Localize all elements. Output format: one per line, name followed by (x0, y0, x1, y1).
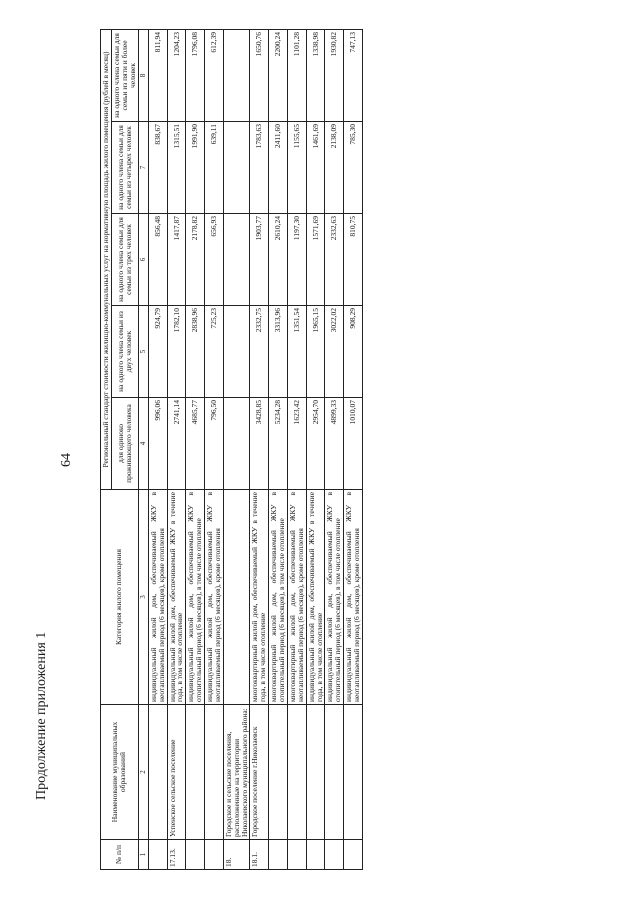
header-name: Наименование муниципальных образований (101, 705, 139, 840)
rotated-table-wrapper (100, 30, 620, 870)
table-row (223, 29, 250, 869)
value-per5: 1930,82 (325, 29, 344, 121)
column-number-row (138, 29, 148, 869)
header-per4: на одного члена семьи для семьи из четырех человек (111, 122, 138, 214)
table-row (269, 29, 288, 869)
appendix-title: Продолжение приложения 1 (34, 631, 49, 800)
value-single: 796,50 (205, 398, 224, 490)
column-number: 4 (138, 398, 148, 490)
value-single: 4685,77 (186, 398, 205, 490)
column-number: 7 (138, 122, 148, 214)
value-per3 (223, 214, 250, 306)
row-name (325, 705, 344, 840)
value-per2: 2838,96 (186, 306, 205, 398)
column-number: 3 (138, 490, 148, 705)
value-single: 1623,42 (287, 398, 306, 490)
row-category: индивидуальный жилой дом, обеспечиваемый ЖКУ в отопительный период (6 месяцев), в том числе отопление (325, 490, 344, 705)
row-num (344, 840, 363, 870)
row-category (223, 490, 250, 705)
table-row (344, 29, 363, 869)
value-per4: 639,11 (205, 122, 224, 214)
value-single: 4899,33 (325, 398, 344, 490)
value-single: 5234,28 (269, 398, 288, 490)
column-number: 1 (138, 840, 148, 870)
row-num: 18.1. (250, 840, 269, 870)
value-per4: 2411,60 (269, 122, 288, 214)
row-num (287, 840, 306, 870)
header-category: Категория жилого помещения (101, 490, 139, 705)
row-category: индивидуальный жилой дом, обеспечиваемый ЖКУ в отопительный период (6 месяцев), в том числе отопление (186, 490, 205, 705)
header-per5: на одного члена семьи для семьи из пяти и более человек (111, 29, 138, 121)
value-per4: 1991,90 (186, 122, 205, 214)
row-category: индивидуальный жилой дом, обеспечиваемый ЖКУ в течение года, в том числе отопление (306, 490, 325, 705)
row-name (148, 705, 167, 840)
value-single: 2741,14 (167, 398, 186, 490)
header-per2: на одного члена семьи из двух человек (111, 306, 138, 398)
header-single: для одиноко проживающего человека (111, 398, 138, 490)
row-category: индивидуальный жилой дом, обеспечиваемый ЖКУ в неотапливаемый период (6 месяцев), кроме отопления (344, 490, 363, 705)
row-name: Успенское сельское поселение (167, 705, 186, 840)
row-name (205, 705, 224, 840)
header-per3: на одного члена семьи для семьи из трех человек (111, 214, 138, 306)
row-num: 18. (223, 840, 250, 870)
value-per4: 2138,09 (325, 122, 344, 214)
table-row (148, 29, 167, 869)
value-per3: 810,75 (344, 214, 363, 306)
value-per3: 2332,63 (325, 214, 344, 306)
row-name (306, 705, 325, 840)
value-per3: 1903,77 (250, 214, 269, 306)
value-per3: 2610,24 (269, 214, 288, 306)
value-per2: 908,29 (344, 306, 363, 398)
row-num (148, 840, 167, 870)
value-per2: 1351,54 (287, 306, 306, 398)
value-per3: 856,48 (148, 214, 167, 306)
value-per5: 811,94 (148, 29, 167, 121)
header-standard: Региональный стандарт стоимости жилищно-коммунальных услуг на нормативную площадь жилого помещения (рублей в месяц) (101, 29, 112, 489)
column-number: 2 (138, 705, 148, 840)
column-number: 5 (138, 306, 148, 398)
value-per5: 2200,24 (269, 29, 288, 121)
value-per2: 725,23 (205, 306, 224, 398)
row-category: многоквартирный жилой дом, обеспечиваемый ЖКУ в отопительный период (6 месяцев), в том числе отопление (269, 490, 288, 705)
housing-cost-table (100, 29, 363, 870)
row-num (186, 840, 205, 870)
row-name (269, 705, 288, 840)
value-per3: 1197,30 (287, 214, 306, 306)
page-number: 64 (59, 453, 74, 467)
value-per4 (223, 122, 250, 214)
row-num (269, 840, 288, 870)
table-row (325, 29, 344, 869)
value-per2: 924,79 (148, 306, 167, 398)
table-row (287, 29, 306, 869)
row-num (306, 840, 325, 870)
value-per3: 1417,87 (167, 214, 186, 306)
value-per2 (223, 306, 250, 398)
value-per2: 3313,96 (269, 306, 288, 398)
value-per5 (223, 29, 250, 121)
value-single: 3428,85 (250, 398, 269, 490)
row-category: многоквартирный жилой дом, обеспечиваемый ЖКУ в течение года, в том числе отопление (250, 490, 269, 705)
table-row (250, 29, 269, 869)
row-num (205, 840, 224, 870)
row-category: индивидуальный жилой дом, обеспечиваемый ЖКУ в неотапливаемый период (6 месяцев), кроме отопления (205, 490, 224, 705)
value-single: 2954,70 (306, 398, 325, 490)
value-per4: 785,30 (344, 122, 363, 214)
value-per2: 2332,75 (250, 306, 269, 398)
value-per4: 1155,65 (287, 122, 306, 214)
value-per3: 656,93 (205, 214, 224, 306)
value-per5: 1338,98 (306, 29, 325, 121)
value-per5: 1101,28 (287, 29, 306, 121)
column-number: 6 (138, 214, 148, 306)
value-per5: 1796,08 (186, 29, 205, 121)
value-per4: 1783,63 (250, 122, 269, 214)
table-row (205, 29, 224, 869)
row-num (325, 840, 344, 870)
value-per4: 1461,69 (306, 122, 325, 214)
column-number: 8 (138, 29, 148, 121)
value-per2: 1965,15 (306, 306, 325, 398)
value-per4: 1315,51 (167, 122, 186, 214)
value-per4: 838,67 (148, 122, 167, 214)
row-name: Городское и сельские поселения, расположенные на территории Николаевского муниципального района: (223, 705, 250, 840)
table-row (167, 29, 186, 869)
row-num: 17.13. (167, 840, 186, 870)
value-per5: 612,39 (205, 29, 224, 121)
row-category: индивидуальный жилой дом, обеспечиваемый ЖКУ в течение года, в том числе отопление (167, 490, 186, 705)
header-num: № п/п (101, 840, 139, 870)
row-name (287, 705, 306, 840)
row-name: Городское поселение г.Николаевск (250, 705, 269, 840)
value-per2: 3022,02 (325, 306, 344, 398)
row-name (344, 705, 363, 840)
value-single: 1010,07 (344, 398, 363, 490)
value-single (223, 398, 250, 490)
row-category: многоквартирный жилой дом, обеспечиваемый ЖКУ в неотапливаемый период (6 месяцев), кроме отопления (287, 490, 306, 705)
value-per5: 747,13 (344, 29, 363, 121)
value-per2: 1782,10 (167, 306, 186, 398)
row-name (186, 705, 205, 840)
value-single: 996,06 (148, 398, 167, 490)
row-category: индивидуальный жилой дом, обеспечиваемый ЖКУ в неотапливаемый период (6 месяцев), кроме отопления (148, 490, 167, 705)
value-per3: 1571,69 (306, 214, 325, 306)
value-per3: 2178,82 (186, 214, 205, 306)
value-per5: 1204,23 (167, 29, 186, 121)
table-row (186, 29, 205, 869)
table-row (306, 29, 325, 869)
value-per5: 1650,76 (250, 29, 269, 121)
